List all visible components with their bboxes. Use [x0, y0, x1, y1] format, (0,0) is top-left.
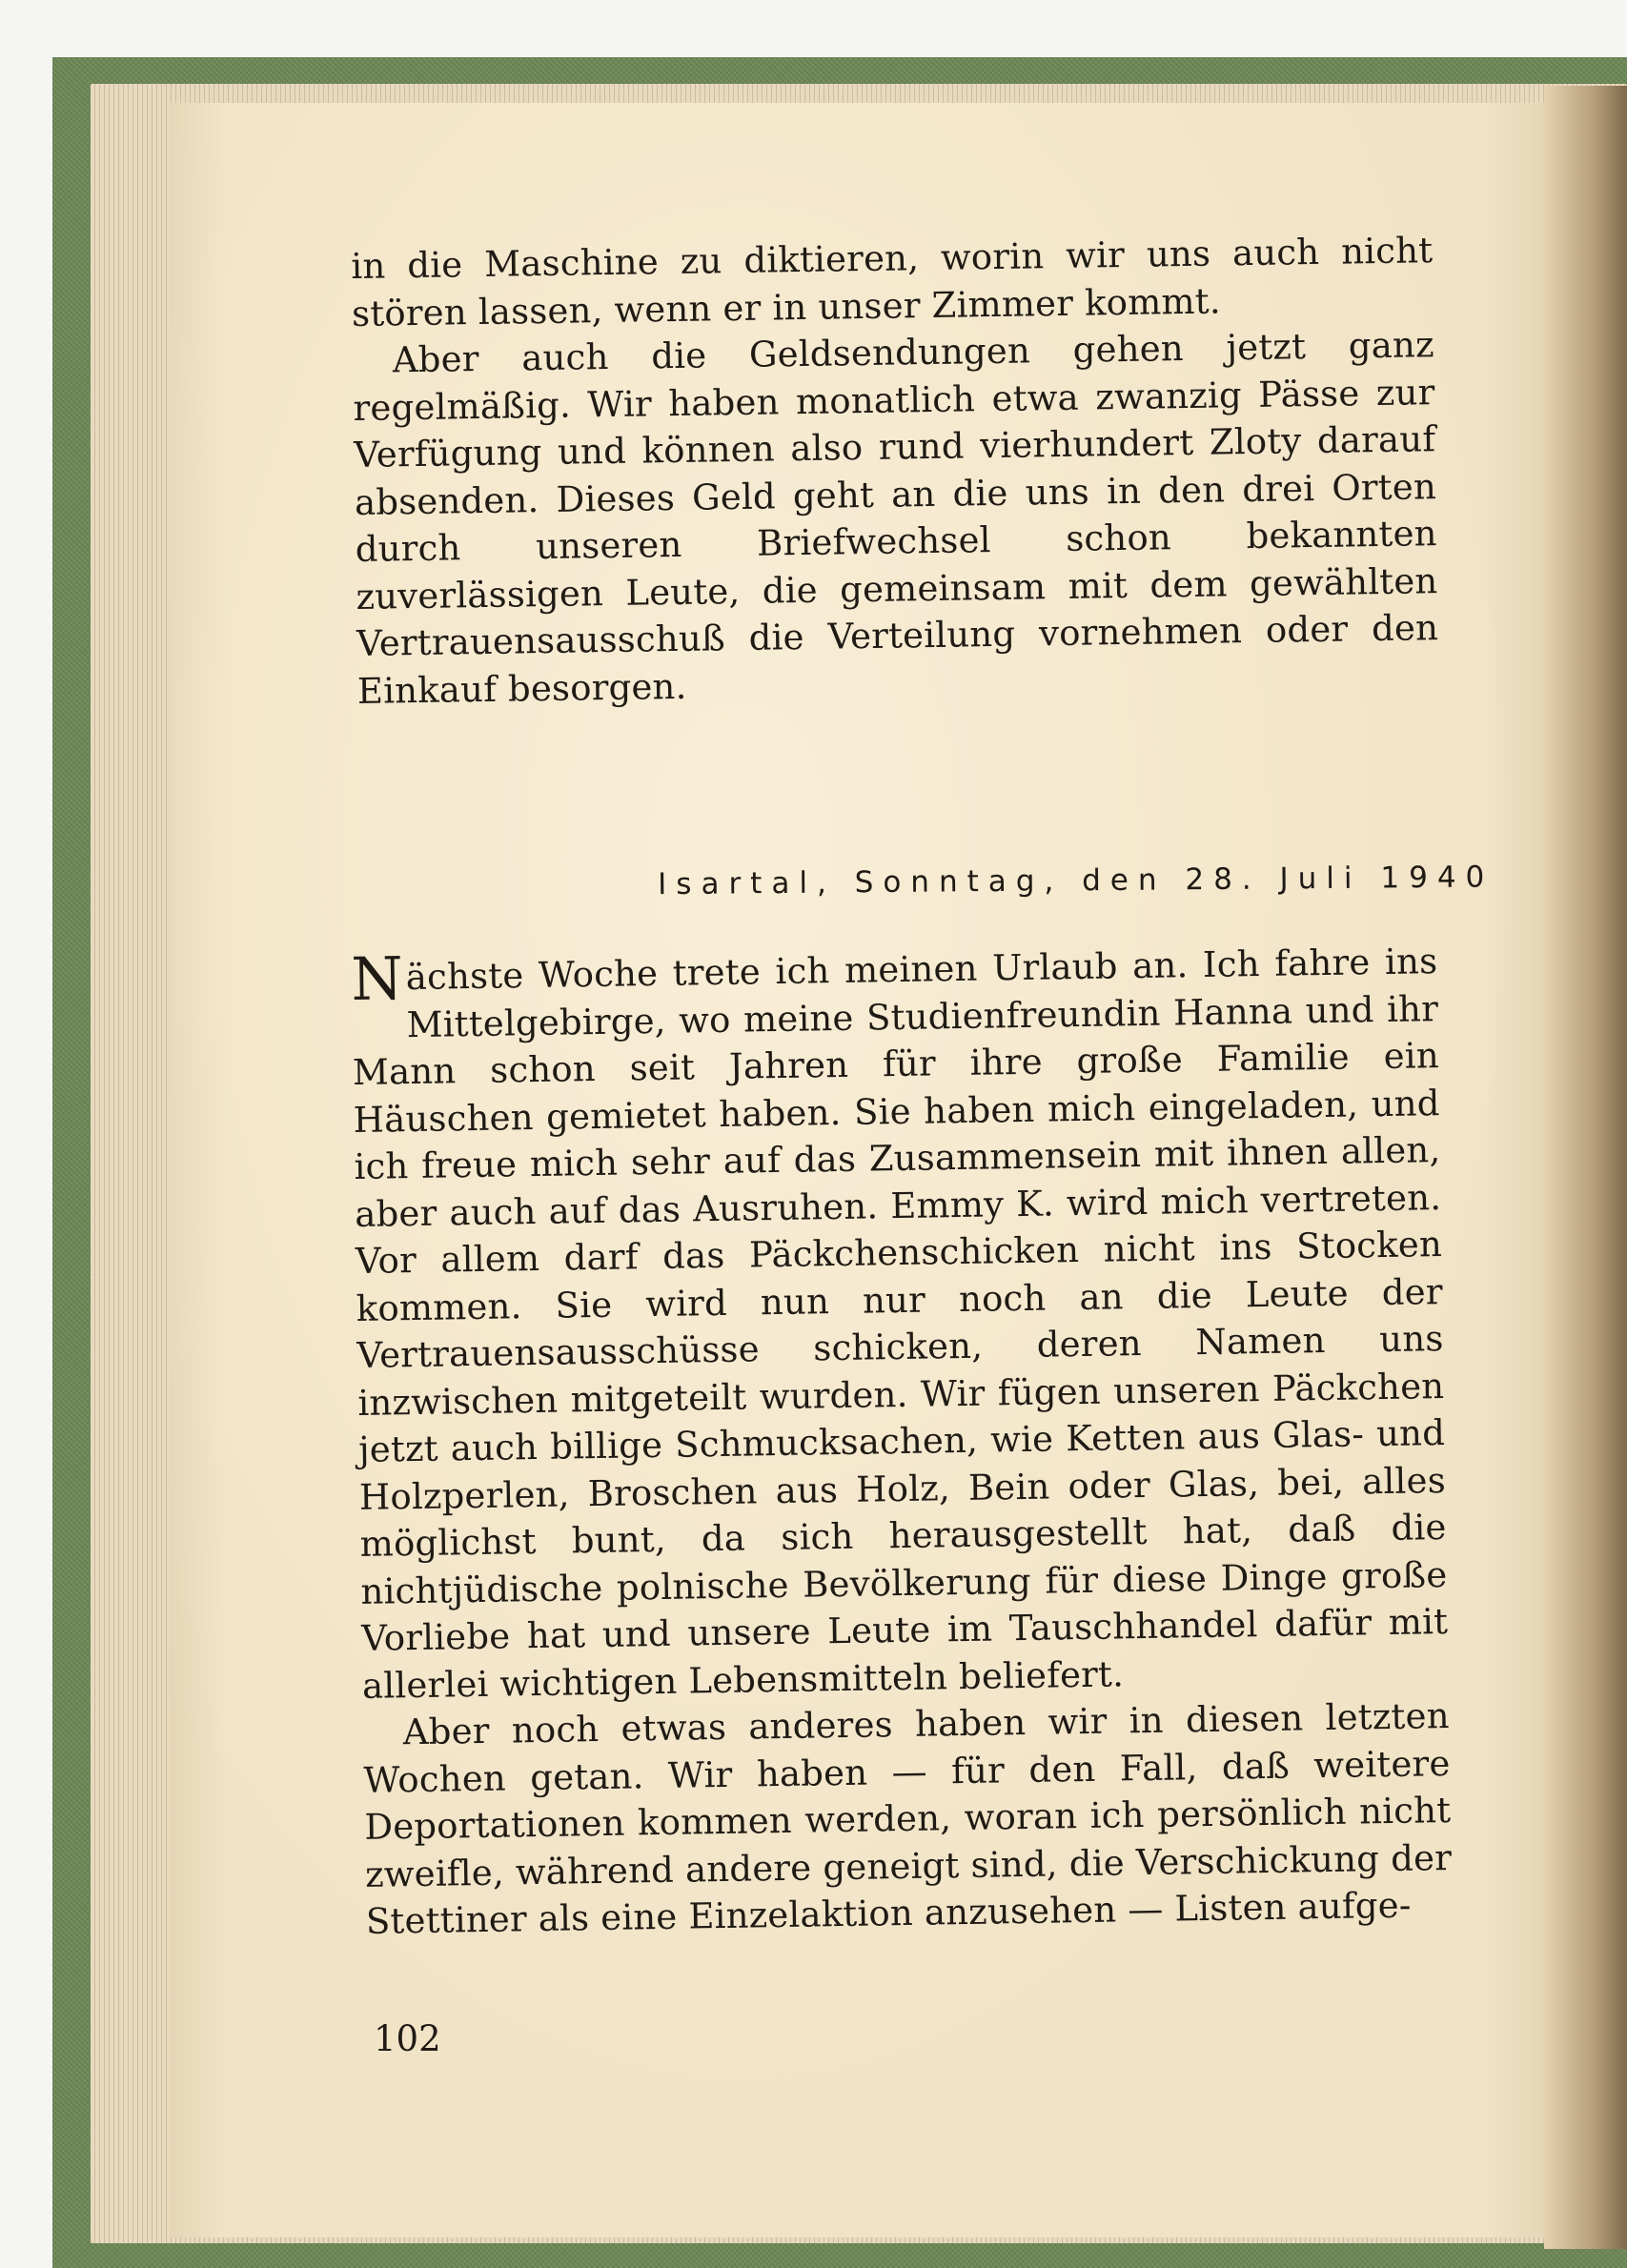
paragraph-geldsendungen: Aber auch die Geldsendungen gehen jetzt ganz regelmäßig. Wir haben monatlich etwa zwanzig Pässe zur Verfügung und können also rund vierhundert Zloty darauf absenden. Dieses Geld geht an die uns in den drei Orten durch unseren Briefwechsel schon bekannten zuverlässigen Leute, die gemeinsam mit dem gewählten Vertrauensausschuß die Verteilung vornehmen oder den Einkauf besorgen.: [353, 324, 1439, 712]
paragraph-urlaub: [351, 938, 1449, 1710]
paragraph-listen: Aber noch etwas anderes haben wir in diesen letzten Wochen getan. Wir haben — für den Fall, daß weitere Deportationen kommen werden, woran ich persönlich nicht zweifle, während andere geneigt sind, die Verschickung der Stettiner als eine Einzelaktion anzusehen — Listen aufge-: [363, 1694, 1453, 1942]
book-gutter: [1544, 86, 1627, 2249]
dropcap-letter: N: [350, 943, 404, 1014]
text-block-top: [351, 227, 1439, 715]
text-block-bottom: [351, 938, 1453, 1945]
diary-entry-heading: Isartal, Sonntag, den 28. Juli 1940: [658, 860, 1495, 902]
page-number: 102: [374, 2018, 441, 2059]
paragraph-urlaub-text: ächste Woche trete ich meinen Urlaub an. Ich fahre ins Mittelgebirge, wo meine Studienfreundin Hanna und ihr Mann schon seit Jahren für ihre große Familie ein Häuschen gemietet haben. Sie haben mich eingeladen, und ich freue mich sehr auf das Zusammensein mit ihnen allen, aber auch auf das Ausruhen. Emmy K. wird mich vertreten. Vor allem darf das Päckchenschicken nicht ins Stocken kommen. Sie wird nun nur noch an die Leute der Vertrauensausschüsse schicken, deren Namen uns inzwischen mitgeteilt wurden. Wir fügen unseren Päckchen jetzt auch billige Schmucksachen, wie Ketten aus Glas- und Holzperlen, Broschen aus Holz, Bein oder Glas, bei, alles möglichst bunt, da sich herausgestellt hat, daß die nichtjüdische polnische Bevölkerung für diese Dinge große Vorliebe hat und unsere Leute im Tauschhandel dafür mit allerlei wichtigen Lebensmitteln beliefert.: [352, 941, 1449, 1707]
paragraph-continuation: in die Maschine zu diktieren, worin wir uns auch nicht stören lassen, wenn er in unser Zimmer kommt.: [351, 230, 1434, 334]
